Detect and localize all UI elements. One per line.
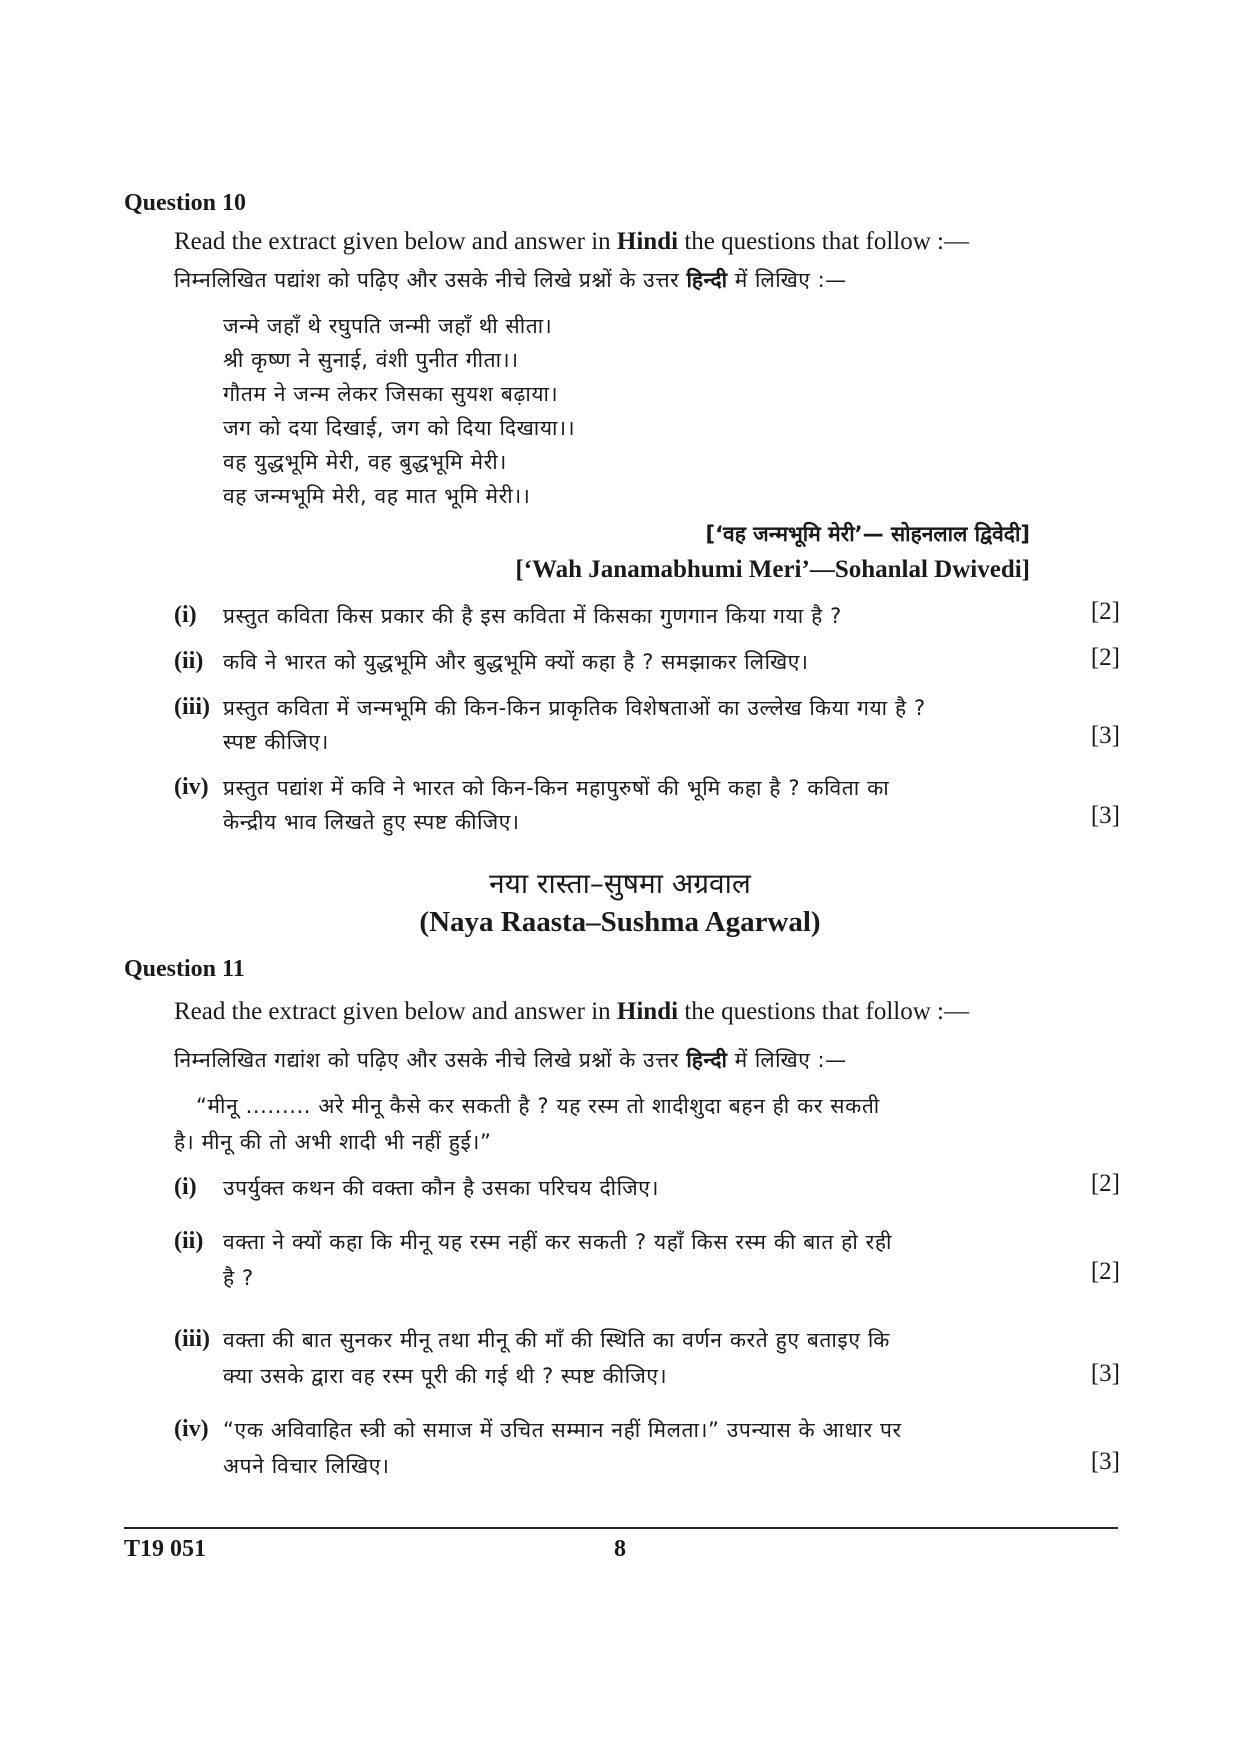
marks-badge: [2] [1090, 644, 1120, 671]
subquestion-text: वक्ता की बात सुनकर मीनू तथा मीनू की माँ की स्थिति का वर्णन करते हुए बताइए कि [223, 1328, 890, 1352]
subquestion-text: अपने विचार लिखिए। [223, 1454, 390, 1478]
subquestion-label: (iv) [174, 774, 209, 800]
q11-instruction-hi: निम्नलिखित गद्यांश को पढ़िए और उसके नीचे लिखे प्रश्नों के उत्तर हिन्दी में लिखिए :— [174, 1048, 847, 1072]
subquestion-label: (ii) [174, 1228, 204, 1254]
question-11-heading: Question 11 [124, 956, 245, 982]
poem-line: श्री कृष्ण ने सुनाई, वंशी पुनीत गीता।। [223, 348, 519, 372]
subquestion-label: (ii) [174, 648, 204, 674]
subquestion-label: (i) [174, 1174, 197, 1200]
poem-line: वह जन्मभूमि मेरी, वह मात भूमि मेरी।। [223, 484, 531, 508]
question-10-heading: Question 10 [124, 190, 247, 216]
subquestion-label: (iv) [174, 1416, 209, 1442]
marks-badge: [3] [1090, 802, 1120, 829]
subquestion-text: प्रस्तुत पद्यांश में कवि ने भारत को किन-किन महापुरुषों की भूमि कहा है ? कविता का [223, 776, 890, 800]
subquestion-text: कवि ने भारत को युद्धभूमि और बुद्धभूमि क्यों कहा है ? समझाकर लिखिए। [223, 650, 809, 674]
poem-line: गौतम ने जन्म लेकर जिसका सुयश बढ़ाया। [223, 382, 559, 406]
q10-instruction-hi: निम्नलिखित पद्यांश को पढ़िए और उसके नीचे लिखे प्रश्नों के उत्तर हिन्दी में लिखिए :— [174, 268, 847, 292]
subquestion-label: (iii) [174, 1326, 210, 1352]
page-number: 8 [614, 1536, 626, 1562]
section-title-en: (Naya Raasta–Sushma Agarwal) [419, 906, 821, 938]
subquestion-text: स्पष्ट कीजिए। [223, 730, 329, 754]
marks-badge: [2] [1090, 598, 1120, 625]
poem-line: जन्मे जहाँ थे रघुपति जन्मी जहाँ थी सीता। [223, 314, 553, 338]
subquestion-text: क्या उसके द्वारा वह रस्म पूरी की गई थी ? स्पष्ट कीजिए। [223, 1364, 668, 1388]
q11-instruction-en: Read the extract given below and answer in Hindi the questions that follow :— [174, 998, 970, 1025]
extract-line: “मीनू ......... अरे मीनू कैसे कर सकती है ? यह रस्म तो शादीशुदा बहन ही कर सकती [196, 1094, 880, 1118]
marks-badge: [3] [1090, 722, 1120, 749]
q10-attribution-en: [‘Wah Janamabhumi Meri’—Sohanlal Dwivedi] [515, 556, 1030, 583]
extract-line: है। मीनू की तो अभी शादी भी नहीं हुई।” [174, 1130, 492, 1154]
poem-line: वह युद्धभूमि मेरी, वह बुद्धभूमि मेरी। [223, 450, 507, 474]
subquestion-text: प्रस्तुत कविता किस प्रकार की है इस कविता में किसका गुणगान किया गया है ? [223, 604, 842, 628]
paper-code: T19 051 [124, 1536, 207, 1562]
q10-instruction-en: Read the extract given below and answer in Hindi the questions that follow :— [174, 228, 970, 255]
marks-badge: [3] [1090, 1448, 1120, 1475]
subquestion-label: (iii) [174, 694, 210, 720]
section-title-hi: नया रास्ता–सुषमा अग्रवाल [489, 867, 751, 900]
marks-badge: [2] [1090, 1170, 1120, 1197]
q10-attribution-hi: [‘वह जन्मभूमि मेरी’— सोहनलाल द्विवेदी] [705, 522, 1030, 546]
poem-line: जग को दया दिखाई, जग को दिया दिखाया।। [223, 416, 576, 440]
marks-badge: [3] [1090, 1360, 1120, 1387]
subquestion-text: है ? [223, 1266, 254, 1290]
subquestion-text: वक्ता ने क्यों कहा कि मीनू यह रस्म नहीं कर सकती ? यहाँ किस रस्म की बात हो रही [223, 1230, 893, 1254]
marks-badge: [2] [1090, 1258, 1120, 1285]
subquestion-label: (i) [174, 602, 197, 628]
subquestion-text: उपर्युक्त कथन की वक्ता कौन है उसका परिचय दीजिए। [223, 1176, 660, 1200]
subquestion-text: “एक अविवाहित स्त्री को समाज में उचित सम्मान नहीं मिलता।” उपन्यास के आधार पर [223, 1418, 902, 1442]
subquestion-text: प्रस्तुत कविता में जन्मभूमि की किन-किन प्राकृतिक विशेषताओं का उल्लेख किया गया है ? [223, 696, 926, 720]
footer-divider [124, 1527, 1118, 1529]
subquestion-text: केन्द्रीय भाव लिखते हुए स्पष्ट कीजिए। [223, 810, 520, 834]
